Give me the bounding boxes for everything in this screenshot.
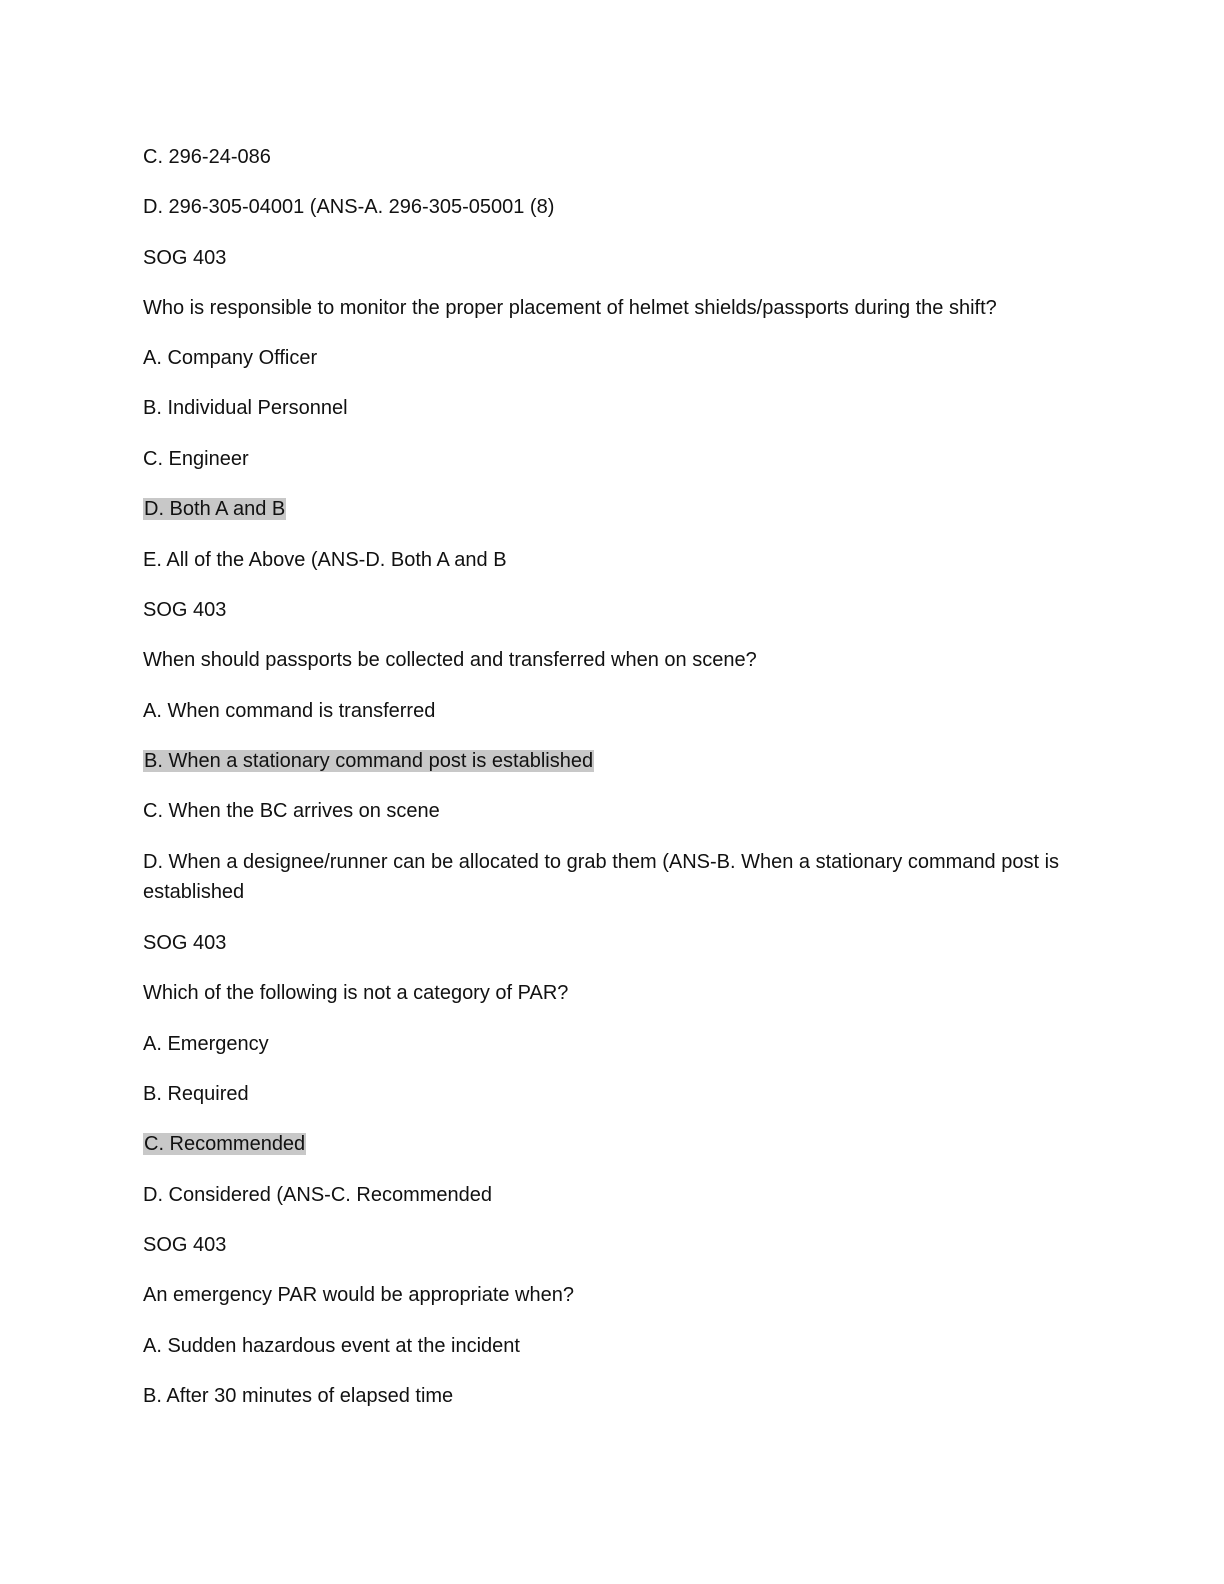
answer-option: A. When command is transferred	[143, 700, 436, 722]
section-reference: SOG 403	[143, 1234, 227, 1256]
answer-option: D. When a designee/runner can be allocated to grab them (ANS-B. When a stationary command post is established	[143, 851, 1060, 903]
answer-option: D. 296-305-04001 (ANS-A. 296-305-05001 (8)	[143, 196, 555, 218]
answer-option: A. Sudden hazardous event at the incident	[143, 1335, 520, 1357]
answer-option: B. Individual Personnel	[143, 397, 348, 419]
answer-option: C. Engineer	[143, 448, 249, 470]
answer-option: B. Required	[143, 1083, 249, 1105]
answer-option: C. When the BC arrives on scene	[143, 800, 440, 822]
question-text: Who is responsible to monitor the proper placement of helmet shields/passports during the shift?	[143, 297, 997, 319]
highlighted-answer: C. Recommended	[144, 1133, 306, 1155]
section-reference: SOG 403	[143, 932, 227, 954]
section-reference: SOG 403	[143, 599, 227, 621]
answer-option: A. Company Officer	[143, 347, 318, 369]
answer-option-highlighted	[143, 1129, 306, 1159]
section-reference: SOG 403	[143, 247, 227, 269]
answer-option: B. After 30 minutes of elapsed time	[143, 1385, 454, 1407]
highlighted-answer: D. Both A and B	[144, 498, 286, 520]
answer-option: D. Considered (ANS-C. Recommended	[143, 1184, 493, 1206]
answer-option: E. All of the Above (ANS-D. Both A and B	[143, 549, 507, 571]
answer-option: A. Emergency	[143, 1033, 269, 1055]
highlighted-answer: B. When a stationary command post is established	[144, 750, 594, 772]
answer-option-highlighted	[143, 494, 286, 524]
answer-option-highlighted	[143, 746, 594, 776]
question-text: Which of the following is not a category of PAR?	[143, 982, 569, 1004]
question-text: When should passports be collected and transferred when on scene?	[143, 649, 757, 671]
answer-option: C. 296-24-086	[143, 146, 271, 168]
question-text: An emergency PAR would be appropriate when?	[143, 1284, 574, 1306]
